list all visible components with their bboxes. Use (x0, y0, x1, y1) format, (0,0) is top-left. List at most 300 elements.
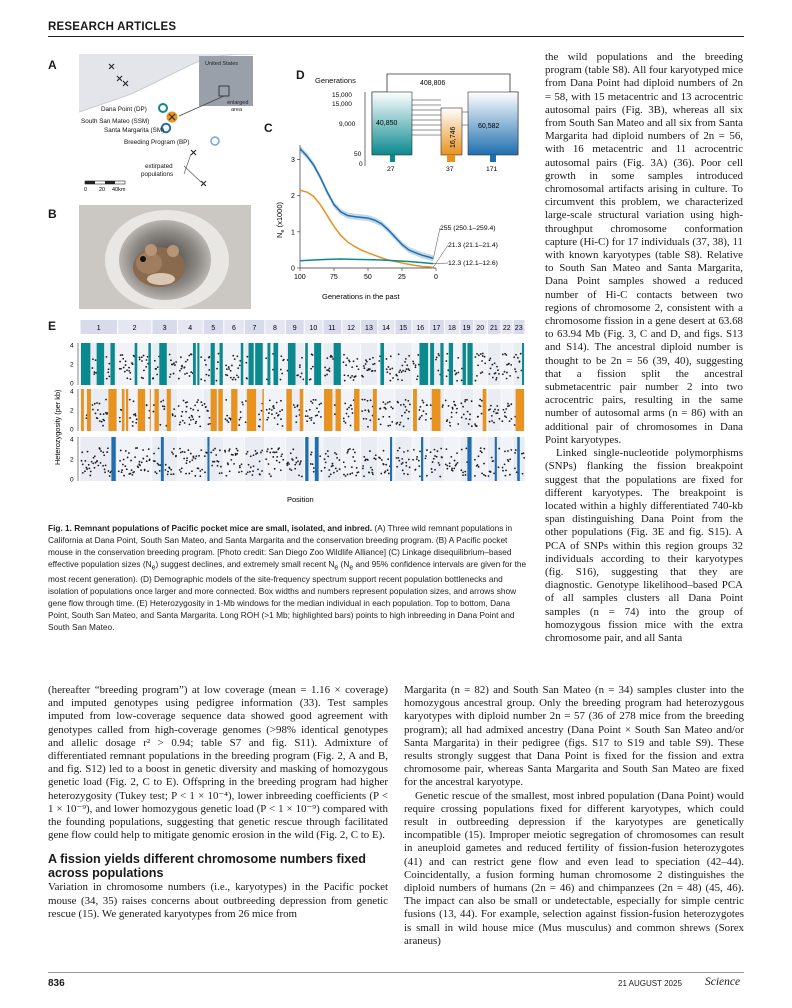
het-point (278, 414, 280, 416)
het-point (489, 358, 491, 360)
het-point (227, 464, 229, 466)
het-point (268, 463, 270, 465)
het-point (105, 399, 107, 401)
het-point (99, 447, 101, 449)
het-point (503, 409, 505, 411)
het-point (441, 456, 443, 458)
het-point (460, 402, 462, 404)
het-point (418, 418, 420, 420)
roh-bar (354, 389, 359, 431)
het-point (371, 370, 373, 372)
het-point (132, 472, 134, 474)
het-point (364, 409, 366, 411)
roh-bar (159, 343, 167, 385)
het-point (520, 353, 522, 355)
het-point (232, 379, 234, 381)
het-point (173, 408, 175, 410)
het-point (480, 353, 482, 355)
ne-x-tick-label: 25 (398, 274, 406, 281)
het-point (125, 364, 127, 366)
het-point (234, 358, 236, 360)
het-point (120, 450, 122, 452)
section-label: RESEARCH ARTICLES (48, 21, 177, 33)
het-point (332, 463, 334, 465)
heterozygosity-plot (50, 315, 530, 507)
het-point (248, 464, 250, 466)
het-point (106, 413, 108, 415)
het-point (103, 420, 105, 422)
ne-y-tick-label: 1 (291, 229, 295, 237)
het-point (484, 356, 486, 358)
svg-text:area: area (231, 107, 243, 113)
het-point (316, 414, 318, 416)
het-point (92, 404, 94, 406)
het-point (207, 410, 209, 412)
het-point (199, 426, 201, 428)
het-point (403, 473, 405, 475)
het-point (204, 403, 206, 405)
het-point (346, 357, 348, 359)
het-point (123, 367, 125, 369)
het-point (513, 356, 515, 358)
het-point (126, 377, 128, 379)
het-point (245, 473, 247, 475)
het-point (191, 470, 193, 472)
het-point (180, 356, 182, 358)
het-point (463, 414, 465, 416)
het-point (271, 413, 273, 415)
chromosome-panel (178, 437, 203, 481)
het-point (455, 372, 457, 374)
het-point (370, 467, 372, 469)
het-point (107, 371, 109, 373)
chromosome-panel (342, 343, 360, 385)
het-point (505, 470, 507, 472)
het-point (349, 448, 351, 450)
het-point (523, 457, 525, 459)
het-point (171, 451, 173, 453)
het-point (351, 366, 353, 368)
het-point (189, 375, 191, 377)
het-point (351, 375, 353, 377)
het-point (514, 424, 516, 426)
figure-caption: Fig. 1. Remnant populations of Pacific pocket mice are small, isolated, and inbred. (A) Three wild remnant populations in California at Dana Point, South San Mateo, and Santa Margarita and the conservation breeding program. (B) A Pacific pocket mouse in the conservation breeding program. [Photo credit: San Diego Zoo Wildlife Alliance] (C) Linkage disequilibrium–based effective population sizes $(N_e)$ suggest declines, and extremely small recent $N_e$ ($N_e$ and 95% confidence intervals are given for the most recent generation). (D) Demographic models of the site-frequency spectrum support recent population bottlenecks and isolation of populations once larger and more connected. Box widths and numbers represent population sizes, and arrows show gene flow through time. (E) Heterozygosity in 1-Mb windows for the median individual in each population. Top to bottom, Dana Point, South San Mateo, and Santa Margarita. Long ROH (>1 Mb; highlighted bars) points to high inbreeding in Dana Point and South San Mateo. (48, 523, 527, 632)
het-point (184, 373, 186, 375)
het-point (211, 465, 213, 467)
het-point (280, 369, 282, 371)
het-point (276, 412, 278, 414)
roh-bar (249, 343, 254, 385)
het-point (294, 406, 296, 408)
het-point (498, 448, 500, 450)
het-point (247, 471, 249, 473)
het-point (464, 401, 466, 403)
het-point (416, 456, 418, 458)
svg-text:9,000: 9,000 (339, 121, 356, 128)
roh-bar (247, 389, 256, 431)
het-point (188, 417, 190, 419)
het-point (389, 401, 391, 403)
het-point (269, 452, 271, 454)
chromosome-label: 5 (211, 325, 216, 332)
het-point (452, 470, 454, 472)
het-point (232, 355, 234, 357)
het-point (407, 473, 409, 475)
het-point (327, 450, 329, 452)
het-point (496, 405, 498, 407)
het-point (236, 355, 238, 357)
het-point (238, 424, 240, 426)
het-point (361, 410, 363, 412)
het-point (107, 470, 109, 472)
het-point (108, 363, 110, 365)
het-point (482, 355, 484, 357)
het-point (144, 470, 146, 472)
het-point (183, 458, 185, 460)
roh-bar (122, 389, 125, 431)
roh-bar (255, 343, 263, 385)
roh-bar (87, 389, 91, 431)
svg-text:40km: 40km (112, 187, 126, 193)
het-point (179, 370, 181, 372)
het-point (276, 451, 278, 453)
panel-label-b: B (48, 207, 57, 221)
het-point (456, 412, 458, 414)
het-point (344, 380, 346, 382)
het-point (197, 399, 199, 401)
het-point (179, 469, 181, 471)
het-point (469, 418, 471, 420)
het-point (208, 356, 210, 358)
het-point (318, 411, 320, 413)
het-point (204, 455, 206, 457)
het-point (228, 368, 230, 370)
het-point (388, 416, 390, 418)
het-point (364, 367, 366, 369)
het-point (186, 406, 188, 408)
het-point (96, 460, 98, 462)
het-point (91, 461, 93, 463)
right-paragraph-1: the wild populations and the breeding program (table S8). All four karyotyped mice from Dana Point had diploid numbers of 2n = 58, with 15 metacentric and 13 acrocentric autosomal pairs (Fig. 3B), whereas all six from South San Mateo and all six from Santa Margarita had diploid numbers of 2n = 56, with 16 metacentric and 11 acrocentric autosomal pairs (Fig. 3A) (36). Poor cell growth in some samples introduced chromosomal artifacts arising in culture. To circumvent this problem, we characterized large-scale structural variation using high-throughput chromosome conformation capture (Hi-C) for 17 individuals (37, 38), 11 with known karyotypes (table S8). Relative to South San Mateo and Santa Margarita, Dana Point samples showed a reduced number of Hi-C contacts between two regions of chromosome 2, consistent with a chromosome fission in a gene desert at 63.68 to 63.94 Mb (Fig. 3, C and D, and figs. S13 and S14). The ancestral diploid number is thought to be 2n = 56 (39, 40), suggesting that a fission split the ancestral submetacentric pair number 2 into two acrocentric pairs, resulting in the same number of autosomal arms (n = 86) with an additional pair of chromosomes in Dana Point karyotypes. (545, 51, 743, 446)
het-point (88, 467, 90, 469)
het-point (309, 417, 311, 419)
roh-bar (150, 389, 151, 431)
roh-bar (231, 389, 237, 431)
het-point (175, 456, 177, 458)
het-point (131, 469, 133, 471)
het-point (388, 366, 390, 368)
het-point (297, 404, 299, 406)
het-point (508, 405, 510, 407)
het-point (363, 456, 365, 458)
roh-bar (517, 437, 520, 481)
het-point (132, 363, 134, 365)
het-point (328, 476, 330, 478)
het-point (491, 457, 493, 459)
het-point (246, 356, 248, 358)
roh-bar (241, 343, 244, 385)
het-point (146, 460, 148, 462)
het-point (229, 448, 231, 450)
het-point (423, 410, 425, 412)
het-point (134, 456, 136, 458)
het-point (316, 407, 318, 409)
chromosome-panel (305, 389, 323, 431)
het-point (290, 452, 292, 454)
chromosome-label: 11 (328, 325, 336, 332)
het-point (398, 460, 400, 462)
right-paragraph-2: Linked single-nucleotide polymorphisms (SNPs) flanking the fission breakpoint suggest that the populations are fixed for different karyotypes. The breakpoint is located within a highly differentiated 740-kb span distinguishing Dana Point from the other populations (Fig. 3E and fig. S15). A PCA of SNPs within this region groups 32 individuals according to their karyotypes (fig. S16), suggesting that they are diagnostic. Genotype likelihood–based PCA of all samples clusters all Dana Point samples (n = 74) into the group of homozygous fission mice with the extra chromosome pair, and all Santa (545, 447, 743, 644)
ne-series-line-1 (300, 190, 433, 267)
het-point (489, 359, 491, 361)
het-point (476, 375, 478, 377)
het-point (471, 400, 473, 402)
het-point (490, 368, 492, 370)
het-point (310, 463, 312, 465)
het-point (103, 413, 105, 415)
het-point (190, 419, 192, 421)
het-point (200, 356, 202, 358)
het-point (280, 355, 282, 357)
roh-bar (305, 343, 308, 385)
het-point (464, 399, 466, 401)
het-point (346, 413, 348, 415)
het-point (155, 368, 157, 370)
journal-name: Science (705, 976, 741, 988)
het-point (184, 366, 186, 368)
het-point (348, 407, 350, 409)
het-point (378, 418, 380, 420)
het-point (335, 467, 337, 469)
het-point (406, 409, 408, 411)
het-point (369, 358, 371, 360)
het-point (126, 468, 128, 470)
het-point (418, 465, 420, 467)
het-point (509, 458, 511, 460)
ne-series-line-2 (300, 259, 433, 264)
het-point (451, 412, 453, 414)
het-point (237, 367, 239, 369)
het-point (356, 467, 358, 469)
het-point (436, 456, 438, 458)
het-point (409, 466, 411, 468)
het-point (106, 356, 108, 358)
het-point (403, 425, 405, 427)
het-point (122, 464, 124, 466)
het-point (446, 375, 448, 377)
het-point (449, 462, 451, 464)
het-point (484, 362, 486, 364)
het-point (440, 448, 442, 450)
roh-bar (315, 437, 319, 481)
het-point (128, 367, 130, 369)
het-point (182, 420, 184, 422)
het-point (505, 354, 507, 356)
het-point (195, 458, 197, 460)
het-point (185, 462, 187, 464)
het-point (419, 451, 421, 453)
het-point (325, 453, 327, 455)
het-point (142, 377, 144, 379)
svg-text:extirpated: extirpated (145, 163, 173, 170)
chromosome-panel (204, 437, 224, 481)
het-point (514, 467, 516, 469)
het-point (170, 373, 172, 375)
het-point (309, 409, 311, 411)
het-point (129, 372, 131, 374)
het-point (391, 368, 393, 370)
het-point (343, 420, 345, 422)
het-point (344, 466, 346, 468)
het-point (461, 449, 463, 451)
het-point (354, 460, 356, 462)
het-point (481, 371, 483, 373)
het-point (226, 374, 228, 376)
het-point (356, 358, 358, 360)
het-point (253, 465, 255, 467)
roh-bar (467, 437, 471, 481)
het-point (296, 457, 298, 459)
het-point (251, 474, 253, 476)
het-point (475, 380, 477, 382)
het-point (446, 465, 448, 467)
het-point (276, 460, 278, 462)
het-point (300, 460, 302, 462)
het-point (233, 463, 235, 465)
het-point (127, 457, 129, 459)
het-point (343, 361, 345, 363)
het-point (169, 467, 171, 469)
roh-bar (220, 343, 223, 385)
het-point (430, 404, 432, 406)
het-point (294, 468, 296, 470)
ne-ylabel: $N_e$ (x1000) (275, 201, 286, 238)
het-point (330, 473, 332, 475)
ne-y-tick-label: 0 (291, 265, 295, 273)
het-point (123, 475, 125, 477)
het-point (355, 375, 357, 377)
het-point (165, 464, 167, 466)
het-point (124, 465, 126, 467)
het-point (369, 419, 371, 421)
het-point (494, 362, 496, 364)
het-point (216, 368, 218, 370)
het-point (88, 464, 90, 466)
het-point (145, 366, 147, 368)
het-point (498, 373, 500, 375)
het-point (301, 357, 303, 359)
ne-plot (268, 140, 530, 306)
het-point (181, 467, 183, 469)
het-point (84, 470, 86, 472)
het-point (490, 471, 492, 473)
het-point (225, 365, 227, 367)
het-point (361, 399, 363, 401)
het-ylabel: Heterozygosity (per kb) (53, 389, 62, 465)
het-point (510, 449, 512, 451)
het-point (407, 400, 409, 402)
het-point (343, 461, 345, 463)
het-point (95, 413, 97, 415)
footer-rule (48, 972, 744, 973)
het-point (109, 475, 111, 477)
het-point (194, 405, 196, 407)
svg-text:United States: United States (205, 61, 239, 67)
het-point (504, 463, 506, 465)
het-point (268, 412, 270, 414)
het-y-tick-label: 4 (70, 342, 74, 350)
het-point (128, 452, 130, 454)
het-point (121, 469, 123, 471)
chromosome-panel (412, 437, 429, 481)
het-point (474, 459, 476, 461)
het-point (238, 471, 240, 473)
het-point (438, 353, 440, 355)
het-point (165, 469, 167, 471)
het-point (220, 466, 222, 468)
het-point (344, 402, 346, 404)
ne-annotation-1: 255 (250.1–259.4) (440, 225, 496, 232)
het-point (502, 467, 504, 469)
het-point (506, 372, 508, 374)
het-point (119, 421, 121, 423)
het-point (312, 366, 314, 368)
het-point (491, 415, 493, 417)
het-point (221, 472, 223, 474)
het-point (179, 421, 181, 423)
het-point (236, 453, 238, 455)
het-point (474, 423, 476, 425)
het-point (363, 365, 365, 367)
het-point (148, 417, 150, 419)
het-point (153, 404, 155, 406)
het-point (419, 409, 421, 411)
het-point (514, 368, 516, 370)
het-point (206, 374, 208, 376)
het-point (174, 415, 176, 417)
het-point (319, 455, 321, 457)
het-point (266, 419, 268, 421)
roh-bar (286, 389, 291, 431)
het-point (120, 368, 122, 370)
het-point (431, 471, 433, 473)
het-point (488, 475, 490, 477)
het-point (408, 369, 410, 371)
het-point (181, 415, 183, 417)
roh-bar (110, 343, 114, 385)
het-point (405, 462, 407, 464)
het-point (154, 360, 156, 362)
het-point (445, 464, 447, 466)
roh-bar (419, 343, 428, 385)
roh-bar (193, 343, 196, 385)
het-point (401, 365, 403, 367)
het-point (325, 461, 327, 463)
het-point (289, 468, 291, 470)
het-point (259, 419, 261, 421)
roh-bar (516, 389, 524, 431)
het-point (477, 364, 479, 366)
het-point (204, 359, 206, 361)
het-point (380, 407, 382, 409)
het-point (92, 358, 94, 360)
het-point (413, 449, 415, 451)
het-point (95, 462, 97, 464)
het-point (230, 377, 232, 379)
het-point (301, 372, 303, 374)
het-point (170, 469, 172, 471)
het-point (387, 458, 389, 460)
